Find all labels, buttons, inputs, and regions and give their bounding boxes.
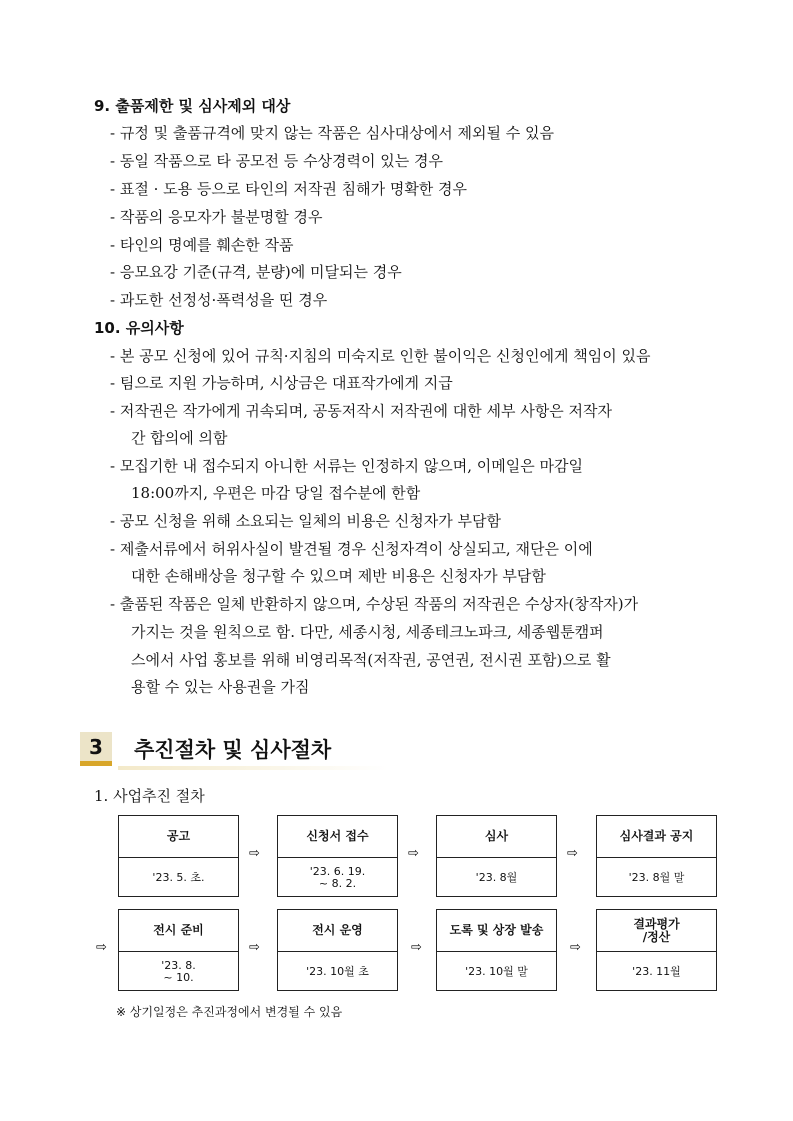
list-item: - 공모 신청을 위해 소요되는 일체의 비용은 신청자가 부담함 [110, 512, 501, 530]
list-item: - 표절 · 도용 등으로 타인의 저작권 침해가 명확한 경우 [110, 180, 468, 198]
step-title: 도록 및 상장 발송 [437, 910, 556, 952]
step-date: '23. 5. 초. [152, 870, 205, 884]
list-item: - 타인의 명예를 훼손한 작품 [110, 236, 294, 254]
list-item-continuation: 용할 수 있는 사용권을 가짐 [131, 678, 310, 696]
arrow-right-icon: ⇨ [249, 846, 260, 861]
subheading: 1. 사업추진 절차 [94, 787, 205, 805]
section-10-heading: 10. 유의사항 [94, 319, 184, 337]
list-item: - 저작권은 작가에게 귀속되며, 공동저작시 저작권에 대한 세부 사항은 저작자 [110, 402, 612, 420]
step-date: '23. 8월 말 [628, 870, 685, 884]
list-item: - 모집기한 내 접수되지 아니한 서류는 인정하지 않으며, 이메일은 마감일 [110, 457, 583, 475]
step-title: 심사 [437, 816, 556, 858]
list-item: - 응모요강 기준(규격, 분량)에 미달되는 경우 [110, 263, 402, 281]
step-date: '23. 11월 [632, 964, 681, 978]
step-title: 공고 [119, 816, 238, 858]
section-9-heading: 9. 출품제한 및 심사제외 대상 [94, 97, 291, 115]
process-step-box [277, 815, 398, 897]
step-date: '23. 8월 [475, 870, 518, 884]
list-item-continuation: 스에서 사업 홍보를 위해 비영리목적(저작권, 공연권, 전시권 포함)으로 활 [131, 651, 611, 669]
process-step-box [436, 909, 557, 991]
step-title: 전시 준비 [119, 910, 238, 952]
section-number-badge: 3 [80, 732, 112, 766]
step-title: 신청서 접수 [278, 816, 397, 858]
list-item: - 동일 작품으로 타 공모전 등 수상경력이 있는 경우 [110, 152, 444, 170]
list-item-continuation: 18:00까지, 우편은 마감 당일 접수분에 한함 [131, 484, 421, 502]
process-step-box [277, 909, 398, 991]
arrow-right-icon: ⇨ [249, 940, 260, 955]
section-title: 추진절차 및 심사절차 [134, 738, 332, 762]
arrow-right-icon: ⇨ [408, 846, 419, 861]
process-step-box [596, 815, 717, 897]
list-item: - 팀으로 지원 가능하며, 시상금은 대표작가에게 지급 [110, 374, 453, 392]
list-item: - 제출서류에서 허위사실이 발견될 경우 신청자격이 상실되고, 재단은 이에 [110, 540, 593, 558]
list-item: - 과도한 선정성·폭력성을 띤 경우 [110, 291, 328, 309]
section-underline [118, 766, 388, 770]
list-item-continuation: 간 합의에 의함 [131, 429, 228, 447]
step-date: '23. 10월 초 [306, 964, 369, 978]
step-date: '23. 8. ~ 10. [161, 958, 196, 984]
process-step-box [436, 815, 557, 897]
schedule-note: ※ 상기일정은 추진과정에서 변경될 수 있음 [116, 1005, 343, 1019]
list-item-continuation: 가지는 것을 원칙으로 함. 다만, 세종시청, 세종테크노파크, 세종웹툰캠퍼 [131, 623, 604, 641]
arrow-right-icon: ⇨ [567, 846, 578, 861]
list-item: - 출품된 작품은 일체 반환하지 않으며, 수상된 작품의 저작권은 수상자(창작자)가 [110, 595, 639, 613]
process-step-box [118, 815, 239, 897]
list-item: - 규정 및 출품규격에 맞지 않는 작품은 심사대상에서 제외될 수 있음 [110, 124, 554, 142]
arrow-right-icon: ⇨ [411, 940, 422, 955]
step-title: 전시 운영 [278, 910, 397, 952]
step-title: 심사결과 공지 [597, 816, 716, 858]
list-item: - 본 공모 신청에 있어 규칙·지침의 미숙지로 인한 불이익은 신청인에게 책임이 있음 [110, 347, 651, 365]
list-item: - 작품의 응모자가 불분명할 경우 [110, 208, 323, 226]
process-step-box [596, 909, 717, 991]
process-step-box [118, 909, 239, 991]
list-item-continuation: 대한 손해배상을 청구할 수 있으며 제반 비용은 신청자가 부담함 [131, 567, 546, 585]
step-title: 결과평가 /정산 [597, 910, 716, 952]
step-date: '23. 6. 19. ~ 8. 2. [309, 864, 366, 890]
arrow-right-icon: ⇨ [96, 940, 107, 955]
arrow-right-icon: ⇨ [570, 940, 581, 955]
step-date: '23. 10월 말 [465, 964, 528, 978]
